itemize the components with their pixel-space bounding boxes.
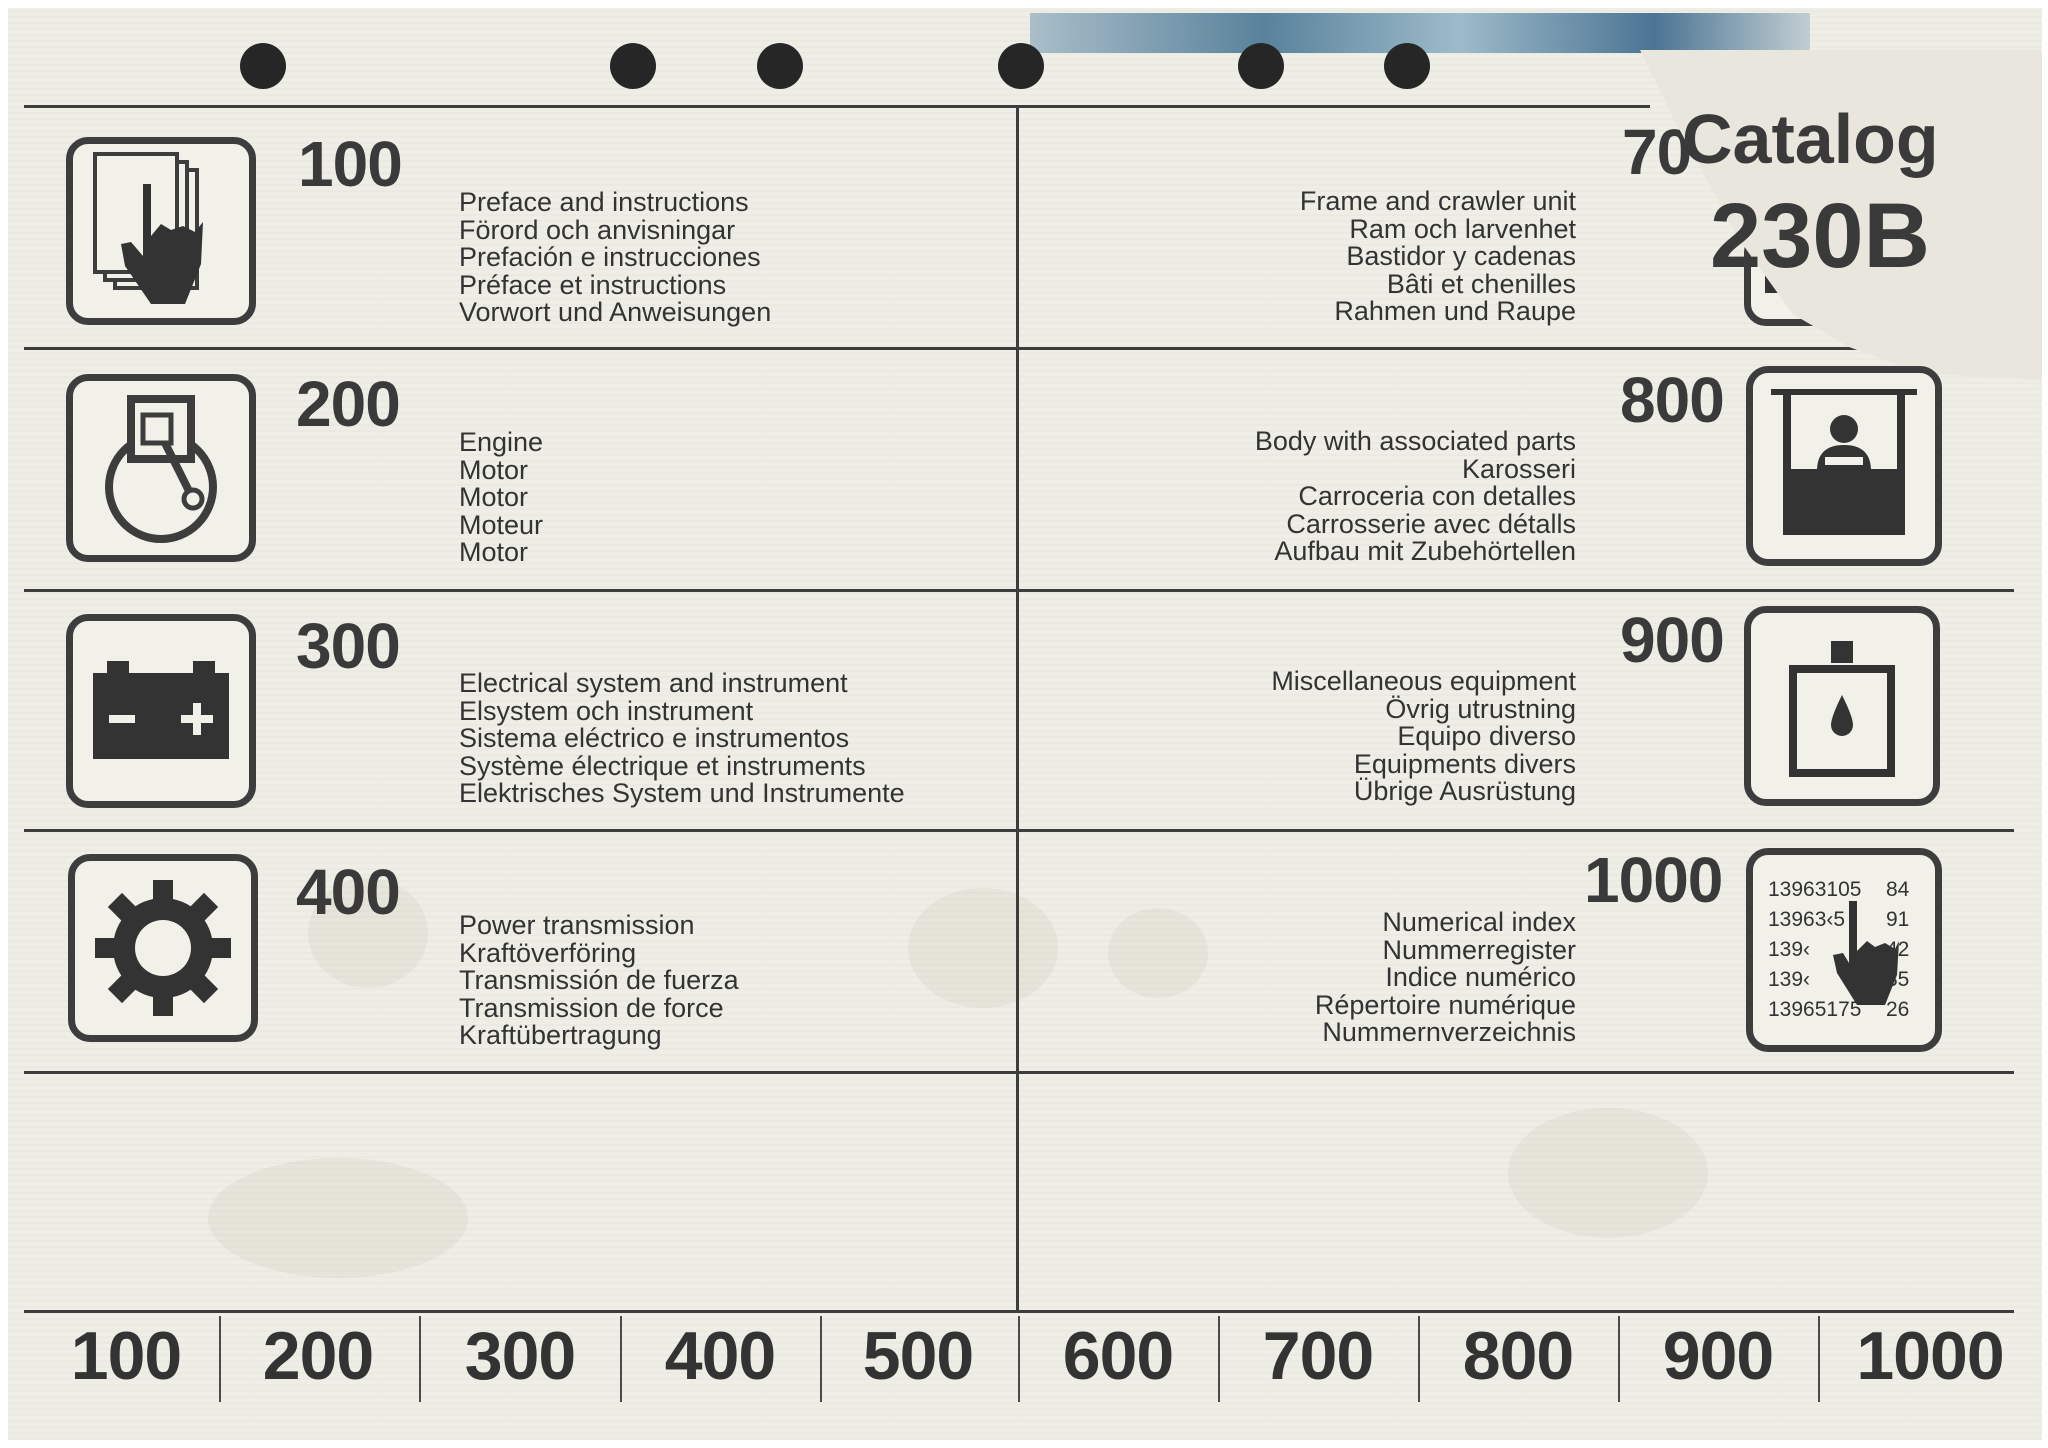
description-line: Bastidor y cadenas	[1346, 241, 1576, 271]
page-ref: 35	[1886, 968, 1910, 991]
description-line: Bâti et chenilles	[1386, 268, 1576, 299]
page-ref: 42	[1886, 938, 1910, 961]
catalog-model: 230B	[1710, 185, 1930, 287]
page-ref: 91	[1886, 908, 1910, 931]
section-description	[459, 429, 543, 567]
section-number: 1000	[1584, 844, 1723, 916]
part-number: 139‹	[1768, 938, 1811, 961]
index-row	[1768, 878, 1909, 902]
part-number: 13963105	[1768, 878, 1862, 901]
description-line: Nummerregister	[1382, 934, 1576, 965]
index-row	[1768, 998, 1909, 1022]
index-row	[1768, 968, 1909, 992]
section-description	[459, 912, 739, 1050]
description-line: Carroceria con detalles	[1298, 481, 1576, 511]
description-line: Vorwort und Anweisungen	[459, 297, 772, 327]
section-number: 300	[296, 610, 400, 682]
description-line: Förord och anvisningar	[459, 214, 736, 245]
description-line: Transmission de force	[459, 992, 724, 1023]
section-number: 70	[1622, 116, 1692, 188]
section-description	[1255, 428, 1576, 566]
tab-500[interactable]: 500	[862, 1318, 974, 1394]
binder-hole	[1384, 43, 1430, 89]
grid-line	[24, 347, 2014, 350]
stain	[208, 1158, 468, 1278]
description-line: Elsystem och instrument	[459, 695, 754, 726]
description-line: Karosseri	[1461, 453, 1576, 484]
tab-divider	[1818, 1316, 1820, 1402]
tab-1000[interactable]: 1000	[1856, 1318, 2004, 1394]
page-ref: 26	[1886, 998, 1910, 1021]
tab-900[interactable]: 900	[1662, 1318, 1774, 1394]
tab-100[interactable]: 100	[70, 1318, 182, 1394]
page-ref: 84	[1886, 878, 1910, 901]
description-line: Répertoire numérique	[1314, 989, 1576, 1020]
description-line: Motor	[459, 482, 529, 512]
description-line: Elektrisches System und Instrumente	[459, 778, 905, 808]
grid-line	[24, 1071, 2014, 1074]
hand-pointing-documents-icon	[66, 137, 256, 325]
tab-divider	[219, 1316, 221, 1402]
description-line: Body with associated parts	[1254, 426, 1576, 456]
description-line: Frame and crawler unit	[1299, 186, 1576, 216]
description-line: Nummernverzeichnis	[1322, 1017, 1576, 1047]
section-number: 100	[298, 128, 402, 200]
section-description	[459, 189, 771, 327]
section-description	[1271, 668, 1576, 806]
section-description	[459, 670, 905, 808]
description-line: Übrige Ausrüstung	[1353, 776, 1576, 806]
description-line: Motor	[459, 537, 529, 567]
description-line: Préface et instructions	[459, 269, 727, 300]
tab-200[interactable]: 200	[262, 1318, 374, 1394]
part-number: 13965175	[1768, 998, 1862, 1021]
catalog-title: Catalog	[1682, 100, 1939, 178]
description-line: Aufbau mit Zubehörtellen	[1274, 536, 1576, 566]
tab-divider	[1418, 1316, 1420, 1402]
section-number: 400	[296, 856, 400, 928]
description-line: Equipments divers	[1353, 748, 1576, 779]
battery-icon	[66, 614, 256, 808]
stain	[1508, 1108, 1708, 1238]
description-line: Indice numérico	[1385, 962, 1576, 992]
tab-700[interactable]: 700	[1262, 1318, 1374, 1394]
oil-canister-icon	[1744, 606, 1940, 806]
part-number: 13963‹5	[1768, 908, 1846, 931]
description-line: Kraftöverföring	[459, 937, 637, 968]
stain	[1108, 908, 1208, 998]
tab-300[interactable]: 300	[464, 1318, 576, 1394]
description-line: Numerical index	[1382, 907, 1576, 937]
binder-hole	[757, 43, 803, 89]
description-line: Preface and instructions	[459, 187, 749, 217]
column-divider	[1016, 105, 1019, 1310]
binder-hole	[610, 43, 656, 89]
tab-divider	[1018, 1316, 1020, 1402]
gear-icon	[68, 854, 258, 1042]
description-line: Carrosserie avec détalls	[1286, 508, 1576, 539]
grid-line	[24, 829, 2014, 832]
description-line: Transmissión de fuerza	[459, 965, 739, 995]
tab-divider	[1618, 1316, 1620, 1402]
description-line: Moteur	[459, 509, 544, 540]
engine-icon	[66, 374, 256, 562]
binder-hole	[1238, 43, 1284, 89]
index-row	[1768, 908, 1909, 932]
section-number: 900	[1620, 604, 1724, 676]
tab-divider	[1218, 1316, 1220, 1402]
description-line: Prefación e instrucciones	[459, 242, 761, 272]
description-line: Sistema eléctrico e instrumentos	[459, 723, 850, 753]
section-number: 800	[1620, 364, 1724, 436]
section-description	[1300, 188, 1576, 326]
description-line: Motor	[459, 454, 529, 485]
description-line: Power transmission	[459, 910, 695, 940]
description-line: Système électrique et instruments	[459, 750, 866, 781]
description-line: Kraftübertragung	[459, 1020, 662, 1050]
operator-cab-icon	[1746, 366, 1942, 566]
stain	[908, 888, 1058, 1008]
description-line: Electrical system and instrument	[459, 668, 848, 698]
description-line: Engine	[459, 427, 544, 457]
binder-hole	[240, 43, 286, 89]
index-row	[1768, 938, 1909, 962]
description-line: Miscellaneous equipment	[1271, 666, 1576, 696]
tab-800[interactable]: 800	[1462, 1318, 1574, 1394]
grid-line	[24, 1310, 2014, 1313]
description-line: Ram och larvenhet	[1349, 213, 1576, 244]
grid-line	[24, 589, 2014, 592]
tab-divider	[820, 1316, 822, 1402]
tab-600[interactable]: 600	[1062, 1318, 1174, 1394]
section-description	[1315, 909, 1576, 1047]
description-line: Rahmen und Raupe	[1334, 296, 1576, 326]
tab-400[interactable]: 400	[664, 1318, 776, 1394]
tab-divider	[620, 1316, 622, 1402]
description-line: Equipo diverso	[1397, 721, 1576, 751]
tab-divider	[419, 1316, 421, 1402]
description-line: Övrig utrustning	[1385, 693, 1576, 724]
part-number: 139‹	[1768, 968, 1811, 991]
section-number: 200	[296, 368, 400, 440]
binder-hole	[998, 43, 1044, 89]
grid-line	[24, 105, 1650, 108]
